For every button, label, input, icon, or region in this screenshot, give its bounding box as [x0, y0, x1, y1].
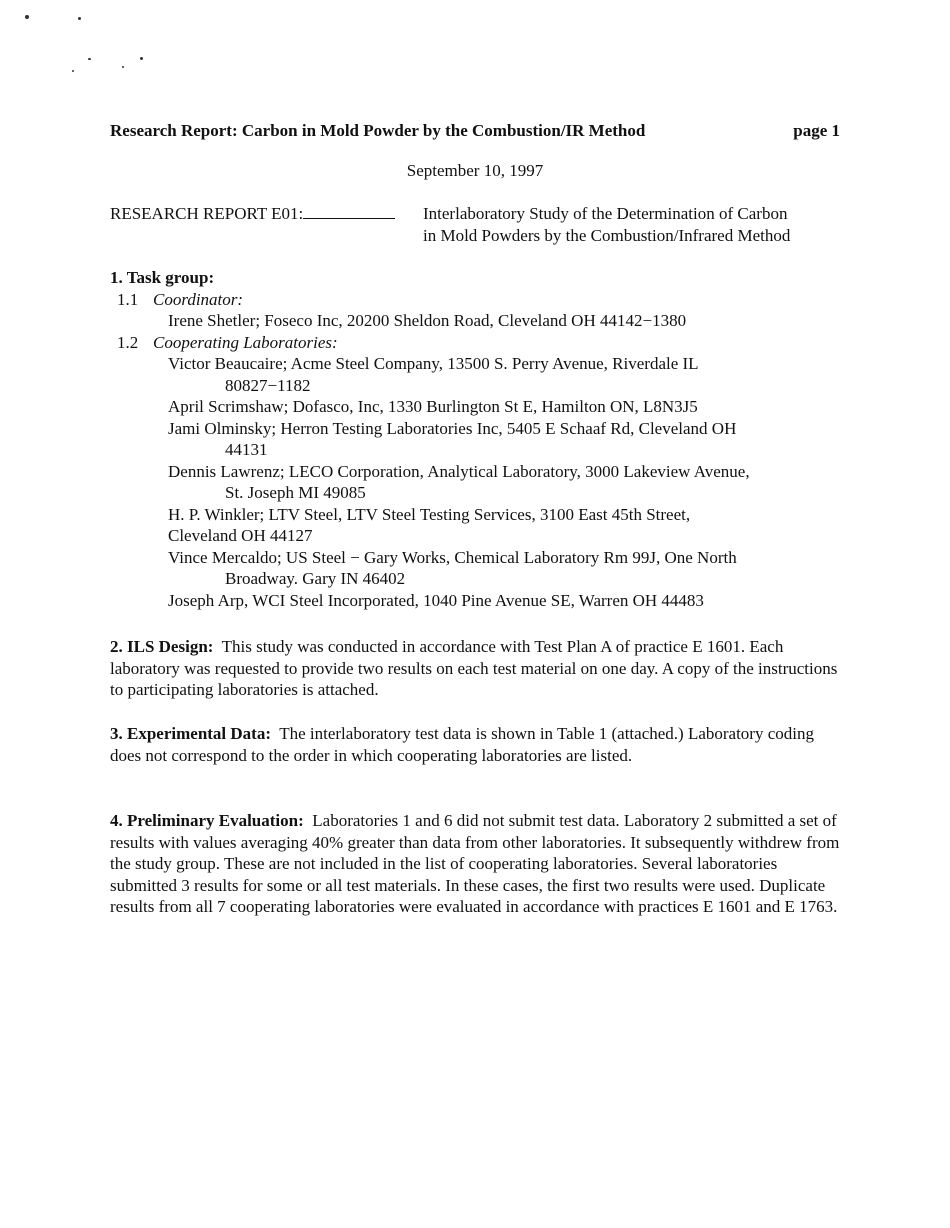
lab-entry: Victor Beaucaire; Acme Steel Company, 13500 S. Perry Avenue, Riverdale IL 80827−1182 [168, 354, 699, 395]
preliminary-evaluation-heading: 4. Preliminary Evaluation: [110, 811, 304, 830]
scan-speck [140, 57, 143, 60]
task-group-heading: 1. Task group: [110, 268, 215, 287]
cooperating-heading: 1.2 Cooperating Laboratories: [117, 332, 338, 352]
lab-entry: Jami Olminsky; Herron Testing Laboratories Inc, 5405 E Schaaf Rd, Cleveland OH 44131 [168, 418, 737, 459]
preliminary-evaluation-body: Laboratories 1 and 6 did not submit test data. Laboratory 2 submitted a set of results with values averaging 40% greater than data from other laboratories. It subsequently withdrew from the study group. These are not included in the list of cooperating laboratories. Several laboratories submitted 3 results for some or all test materials. In these cases, the first two results were used. Duplicate results from all 7 cooperating laboratories were evaluated in accordance with practices E 1601 and E 1763. [110, 811, 840, 916]
blank-line [303, 203, 395, 219]
lab-entry: Dennis Lawrenz; LECO Corporation, Analytical Laboratory, 3000 Lakeview Avenue, St. Joseph MI 49085 [168, 461, 750, 502]
page-number: page 1 [793, 121, 840, 140]
lab-entry: April Scrimshaw; Dofasco, Inc, 1330 Burlington St E, Hamilton ON, L8N3J5 [168, 397, 698, 416]
lab-entry: Vince Mercaldo; US Steel − Gary Works, Chemical Laboratory Rm 99J, One North Broadway. Gary IN 46402 [168, 547, 737, 588]
scan-speck [78, 17, 81, 20]
scan-speck [122, 66, 124, 68]
coordinator-entry: Irene Shetler; Foseco Inc, 20200 Sheldon Road, Cleveland OH 44142−1380 [168, 311, 687, 330]
report-date: September 10, 1997 [406, 161, 544, 180]
ils-design-section [110, 636, 845, 701]
report-header [110, 120, 840, 142]
scan-speck [72, 70, 74, 72]
task-group-section [110, 267, 850, 611]
header-title: Research Report: Carbon in Mold Powder by the Combustion/IR Method [110, 121, 646, 140]
experimental-data-body: The interlaboratory test data is shown in Table 1 (attached.) Laboratory coding does not correspond to the order in which cooperating laboratories are listed. [110, 724, 814, 765]
scan-speck [25, 15, 29, 19]
scan-speck [88, 58, 91, 60]
ils-design-heading: 2. ILS Design: [110, 637, 214, 656]
experimental-data-heading: 3. Experimental Data: [110, 724, 272, 743]
lab-entry: Joseph Arp, WCI Steel Incorporated, 1040 Pine Avenue SE, Warren OH 44483 [168, 590, 704, 610]
experimental-data-section [110, 723, 845, 766]
coordinator-heading: 1.1 Coordinator: [117, 289, 244, 309]
ils-design-body: This study was conducted in accordance with Test Plan A of practice E 1601. Each laboratory was requested to provide two results on each test material on one day. A copy of the instructions to participating laboratories is attached. [110, 637, 838, 699]
report-description [423, 203, 843, 246]
preliminary-evaluation-section [110, 810, 845, 918]
lab-entry: H. P. Winkler; LTV Steel, LTV Steel Testing Services, 3100 East 45th Street, Cleveland OH 44127 [168, 504, 691, 545]
report-desc-line: Interlaboratory Study of the Determination of Carbon [423, 204, 788, 223]
report-desc-line: in Mold Powders by the Combustion/Infrared Method [423, 225, 791, 245]
report-id-label: RESEARCH REPORT E01: [110, 204, 304, 223]
